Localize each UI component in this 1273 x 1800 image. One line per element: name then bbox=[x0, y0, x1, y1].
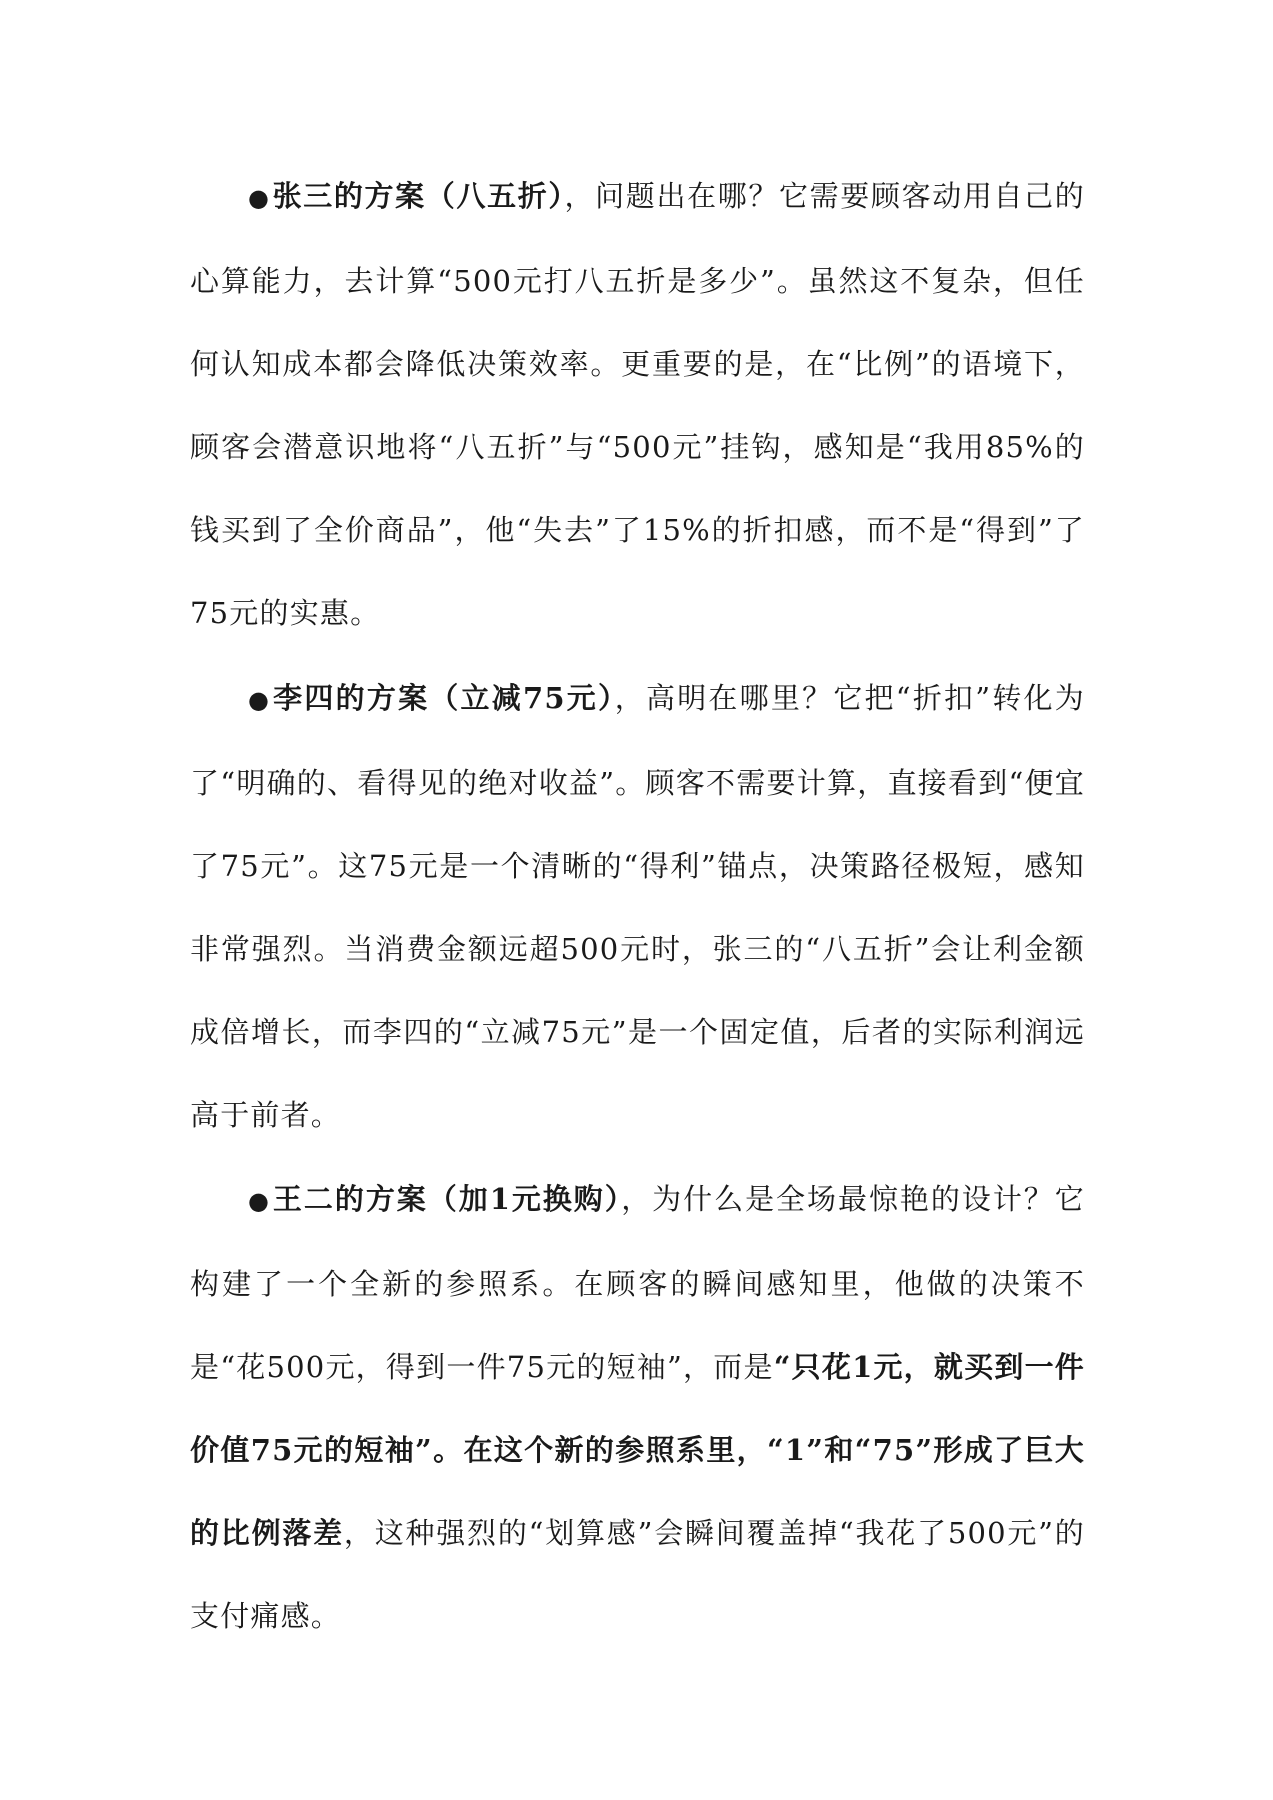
bullet-icon: ● bbox=[248, 686, 272, 714]
paragraph-lead: 李四的方案（立减75元） bbox=[273, 681, 615, 715]
paragraph-emphasis: “只花1元，就买到一件价值75元的短袖”。在这个新的参照系里，“1”和“75”形成了巨大的比例落差 bbox=[190, 1350, 1085, 1550]
paragraph-lead: 王二的方案（加1元换购） bbox=[272, 1182, 622, 1216]
bullet-icon: ● bbox=[248, 184, 271, 212]
paragraph-text: ，为什么是全场最惊艳的设计？它构建了一个全新的参照系。在顾客的瞬间感知里，他做的决策不是“花500元，得到一件75元的短袖”，而是 bbox=[190, 1182, 1085, 1384]
paragraph-text: ，高明在哪里？它把“折扣”转化为了“明确的、看得见的绝对收益”。顾客不需要计算，直接看到“便宜了75元”。这75元是一个清晰的“得利”锚点，决策路径极短，感知非常强烈。当消费金额远超500元时，张三的“八五折”会让利金额成倍增长，而李四的“立减75元”是一个固定值，后者的实际利润远高于前者。 bbox=[190, 681, 1085, 1132]
paragraph-text: ，问题出在哪？它需要顾客动用自己的心算能力，去计算“500元打八五折是多少”。虽然这不复杂，但任何认知成本都会降低决策效率。更重要的是，在“比例”的语境下，顾客会潜意识地将“八五折”与“500元”挂钩，感知是“我用85%的钱买到了全价商品”，他“失去”了15%的折扣感，而不是“得到”了75元的实惠。 bbox=[190, 179, 1085, 630]
paragraph-lisi bbox=[190, 657, 1085, 1157]
paragraph-wanger bbox=[190, 1158, 1085, 1658]
paragraph-lead: 张三的方案（八五折） bbox=[272, 179, 565, 213]
paragraph-tail: ，这种强烈的“划算感”会瞬间覆盖掉“我花了500元”的支付痛感。 bbox=[190, 1516, 1085, 1633]
paragraph-zhangsan bbox=[190, 155, 1085, 655]
bullet-icon: ● bbox=[248, 1187, 271, 1215]
